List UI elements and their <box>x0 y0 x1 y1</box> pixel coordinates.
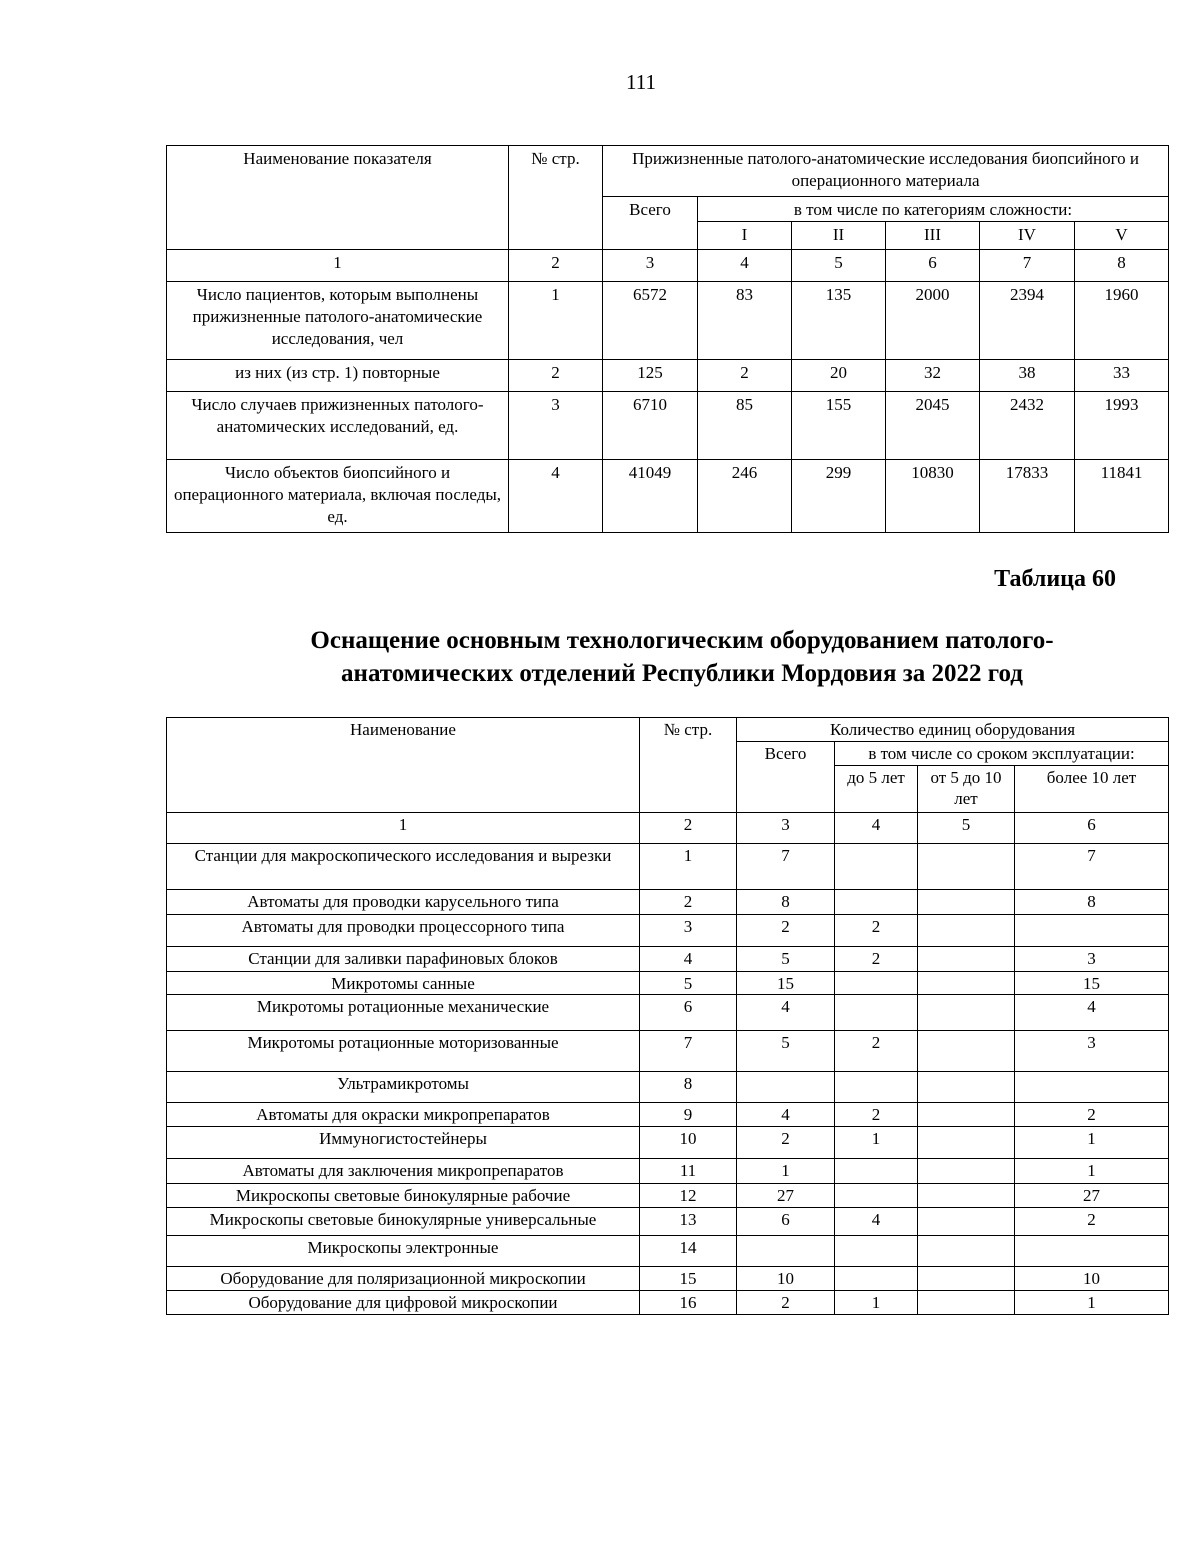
cell-value <box>918 844 1015 890</box>
cell-value: 41049 <box>603 460 698 533</box>
header-row-no: № стр. <box>509 146 603 250</box>
table-row <box>167 282 1169 360</box>
cell-value: 10830 <box>886 460 980 533</box>
cell-value: 11841 <box>1075 460 1169 533</box>
cell-value <box>918 1208 1015 1236</box>
cell-value: 7 <box>1015 844 1169 890</box>
cell-value: 10 <box>737 1267 835 1291</box>
cell-value: 155 <box>792 392 886 460</box>
cell-value <box>918 972 1015 995</box>
cell-value <box>918 1184 1015 1208</box>
cell-value <box>918 1031 1015 1072</box>
cell-value: 1 <box>835 1291 918 1315</box>
cell-value: 10 <box>1015 1267 1169 1291</box>
cell-value <box>918 1267 1015 1291</box>
cell-value: 6 <box>737 1208 835 1236</box>
cell-value: 8 <box>640 1072 737 1103</box>
row-name: Автоматы для проводки процессорного типа <box>167 915 640 947</box>
cell-value <box>835 1159 918 1184</box>
cell-value: 1960 <box>1075 282 1169 360</box>
column-number: 5 <box>792 250 886 282</box>
header-total: Всего <box>603 197 698 250</box>
table-row <box>167 972 1169 995</box>
cell-value: 1 <box>509 282 603 360</box>
table-row <box>167 844 1169 890</box>
column-number: 3 <box>603 250 698 282</box>
table-row <box>167 392 1169 460</box>
cell-value: 2 <box>737 915 835 947</box>
cell-value <box>918 1072 1015 1103</box>
column-number: 4 <box>698 250 792 282</box>
cell-value: 7 <box>640 1031 737 1072</box>
cell-value: 6572 <box>603 282 698 360</box>
cell-value: 14 <box>640 1236 737 1267</box>
row-name: Станции для макроскопического исследования и вырезки <box>167 844 640 890</box>
row-name: Микротомы санные <box>167 972 640 995</box>
table-row <box>167 1208 1169 1236</box>
cell-value: 2 <box>1015 1103 1169 1127</box>
cell-value: 1 <box>1015 1291 1169 1315</box>
cell-value: 16 <box>640 1291 737 1315</box>
cell-value <box>918 1103 1015 1127</box>
table-row <box>167 1072 1169 1103</box>
cell-value <box>737 1072 835 1103</box>
row-name: Микроскопы световые бинокулярные рабочие <box>167 1184 640 1208</box>
cell-value: 2 <box>737 1291 835 1315</box>
cell-value: 3 <box>640 915 737 947</box>
header-subgroup: в том числе со сроком эксплуатации: <box>835 742 1169 766</box>
cell-value: 12 <box>640 1184 737 1208</box>
cell-value: 1 <box>1015 1127 1169 1159</box>
cell-value <box>835 844 918 890</box>
header-subgroup: в том числе по категориям сложности: <box>698 197 1169 222</box>
cell-value: 4 <box>737 1103 835 1127</box>
row-name: из них (из стр. 1) повторные <box>167 360 509 392</box>
cell-value <box>835 1184 918 1208</box>
table-label: Таблица 60 <box>994 566 1116 592</box>
header-name: Наименование <box>167 718 640 813</box>
cell-value <box>835 1267 918 1291</box>
cell-value: 8 <box>1015 890 1169 915</box>
row-name: Число объектов биопсийного и операционного материала, включая последы, ед. <box>167 460 509 533</box>
header-group: Количество единиц оборудования <box>737 718 1169 742</box>
cell-value: 4 <box>1015 995 1169 1031</box>
header-category: II <box>792 222 886 250</box>
cell-value: 3 <box>509 392 603 460</box>
column-number: 1 <box>167 250 509 282</box>
row-name: Микроскопы световые бинокулярные универсальные <box>167 1208 640 1236</box>
row-name: Число случаев прижизненных патолого-анатомических исследований, ед. <box>167 392 509 460</box>
cell-value: 5 <box>640 972 737 995</box>
row-name: Микроскопы электронные <box>167 1236 640 1267</box>
cell-value: 11 <box>640 1159 737 1184</box>
cell-value <box>1015 1236 1169 1267</box>
cell-value: 7 <box>737 844 835 890</box>
header-category: III <box>886 222 980 250</box>
cell-value: 27 <box>737 1184 835 1208</box>
cell-value: 6710 <box>603 392 698 460</box>
cell-value <box>835 972 918 995</box>
cell-value: 3 <box>1015 1031 1169 1072</box>
row-name: Число пациентов, которым выполнены прижизненные патолого-анатомические исследования, чел <box>167 282 509 360</box>
header-row-no: № стр. <box>640 718 737 813</box>
table-row <box>167 460 1169 533</box>
cell-value: 38 <box>980 360 1075 392</box>
row-name: Автоматы для заключения микропрепаратов <box>167 1159 640 1184</box>
cell-value <box>835 1236 918 1267</box>
table-row <box>167 1291 1169 1315</box>
cell-value: 2 <box>835 915 918 947</box>
cell-value: 135 <box>792 282 886 360</box>
table-row <box>167 890 1169 915</box>
cell-value: 1 <box>737 1159 835 1184</box>
cell-value: 2045 <box>886 392 980 460</box>
cell-value: 15 <box>1015 972 1169 995</box>
cell-value: 1 <box>835 1127 918 1159</box>
header-period: до 5 лет <box>835 766 918 813</box>
cell-value <box>1015 1072 1169 1103</box>
table-title: Оснащение основным технологическим оборудованием патолого-анатомических отделений Республики Мордовия за 2022 год <box>310 627 1054 687</box>
cell-value: 2432 <box>980 392 1075 460</box>
cell-value: 1 <box>1015 1159 1169 1184</box>
cell-value: 2 <box>737 1127 835 1159</box>
cell-value: 1993 <box>1075 392 1169 460</box>
column-number: 7 <box>980 250 1075 282</box>
column-numbers-row <box>167 813 1169 844</box>
cell-value: 9 <box>640 1103 737 1127</box>
cell-value: 13 <box>640 1208 737 1236</box>
cell-value: 33 <box>1075 360 1169 392</box>
header-category: I <box>698 222 792 250</box>
cell-value: 3 <box>1015 947 1169 972</box>
cell-value: 15 <box>640 1267 737 1291</box>
cell-value: 2 <box>1015 1208 1169 1236</box>
cell-value: 4 <box>640 947 737 972</box>
header-period: более 10 лет <box>1015 766 1169 813</box>
row-name: Оборудование для цифровой микроскопии <box>167 1291 640 1315</box>
cell-value: 2000 <box>886 282 980 360</box>
cell-value: 2 <box>835 1031 918 1072</box>
cell-value: 27 <box>1015 1184 1169 1208</box>
column-numbers-row <box>167 250 1169 282</box>
row-name: Ультрамикротомы <box>167 1072 640 1103</box>
table-row <box>167 360 1169 392</box>
cell-value: 8 <box>737 890 835 915</box>
cell-value: 5 <box>737 1031 835 1072</box>
cell-value: 10 <box>640 1127 737 1159</box>
cell-value: 15 <box>737 972 835 995</box>
column-number: 6 <box>1015 813 1169 844</box>
patho-studies-table <box>166 145 1169 533</box>
cell-value: 2 <box>835 1103 918 1127</box>
cell-value: 6 <box>640 995 737 1031</box>
cell-value: 246 <box>698 460 792 533</box>
row-name: Автоматы для окраски микропрепаратов <box>167 1103 640 1127</box>
table-row <box>167 1103 1169 1127</box>
cell-value: 4 <box>835 1208 918 1236</box>
row-name: Оборудование для поляризационной микроскопии <box>167 1267 640 1291</box>
cell-value: 2 <box>640 890 737 915</box>
cell-value: 4 <box>509 460 603 533</box>
cell-value: 2 <box>509 360 603 392</box>
cell-value: 20 <box>792 360 886 392</box>
cell-value <box>918 947 1015 972</box>
column-number: 2 <box>640 813 737 844</box>
cell-value: 17833 <box>980 460 1075 533</box>
cell-value <box>918 890 1015 915</box>
row-name: Микротомы ротационные моторизованные <box>167 1031 640 1072</box>
table-row <box>167 1031 1169 1072</box>
row-name: Иммуногистостейнеры <box>167 1127 640 1159</box>
cell-value: 125 <box>603 360 698 392</box>
cell-value: 32 <box>886 360 980 392</box>
row-name: Станции для заливки парафиновых блоков <box>167 947 640 972</box>
table-row <box>167 947 1169 972</box>
cell-value: 2 <box>698 360 792 392</box>
header-name: Наименование показателя <box>167 146 509 250</box>
row-name: Автоматы для проводки карусельного типа <box>167 890 640 915</box>
table-row <box>167 1236 1169 1267</box>
cell-value: 83 <box>698 282 792 360</box>
header-period: от 5 до 10 лет <box>918 766 1015 813</box>
column-number: 1 <box>167 813 640 844</box>
cell-value: 85 <box>698 392 792 460</box>
header-total: Всего <box>737 742 835 813</box>
table-row <box>167 995 1169 1031</box>
cell-value <box>918 995 1015 1031</box>
table-row <box>167 1184 1169 1208</box>
cell-value <box>835 890 918 915</box>
column-number: 4 <box>835 813 918 844</box>
column-number: 8 <box>1075 250 1169 282</box>
cell-value: 2394 <box>980 282 1075 360</box>
page-number: 111 <box>626 70 656 94</box>
cell-value: 1 <box>640 844 737 890</box>
cell-value <box>918 1127 1015 1159</box>
table-row <box>167 1127 1169 1159</box>
cell-value: 299 <box>792 460 886 533</box>
cell-value: 4 <box>737 995 835 1031</box>
table-row <box>167 1159 1169 1184</box>
cell-value <box>835 995 918 1031</box>
header-group: Прижизненные патолого-анатомические исследования биопсийного и операционного материала <box>603 146 1169 197</box>
row-name: Микротомы ротационные механические <box>167 995 640 1031</box>
cell-value <box>918 1291 1015 1315</box>
equipment-table <box>166 717 1169 1315</box>
table-row <box>167 915 1169 947</box>
cell-value <box>835 1072 918 1103</box>
column-number: 5 <box>918 813 1015 844</box>
cell-value: 5 <box>737 947 835 972</box>
cell-value: 2 <box>835 947 918 972</box>
column-number: 3 <box>737 813 835 844</box>
cell-value <box>918 1159 1015 1184</box>
header-category: V <box>1075 222 1169 250</box>
cell-value <box>918 1236 1015 1267</box>
header-category: IV <box>980 222 1075 250</box>
column-number: 6 <box>886 250 980 282</box>
table-row <box>167 1267 1169 1291</box>
cell-value <box>737 1236 835 1267</box>
column-number: 2 <box>509 250 603 282</box>
cell-value <box>1015 915 1169 947</box>
cell-value <box>918 915 1015 947</box>
